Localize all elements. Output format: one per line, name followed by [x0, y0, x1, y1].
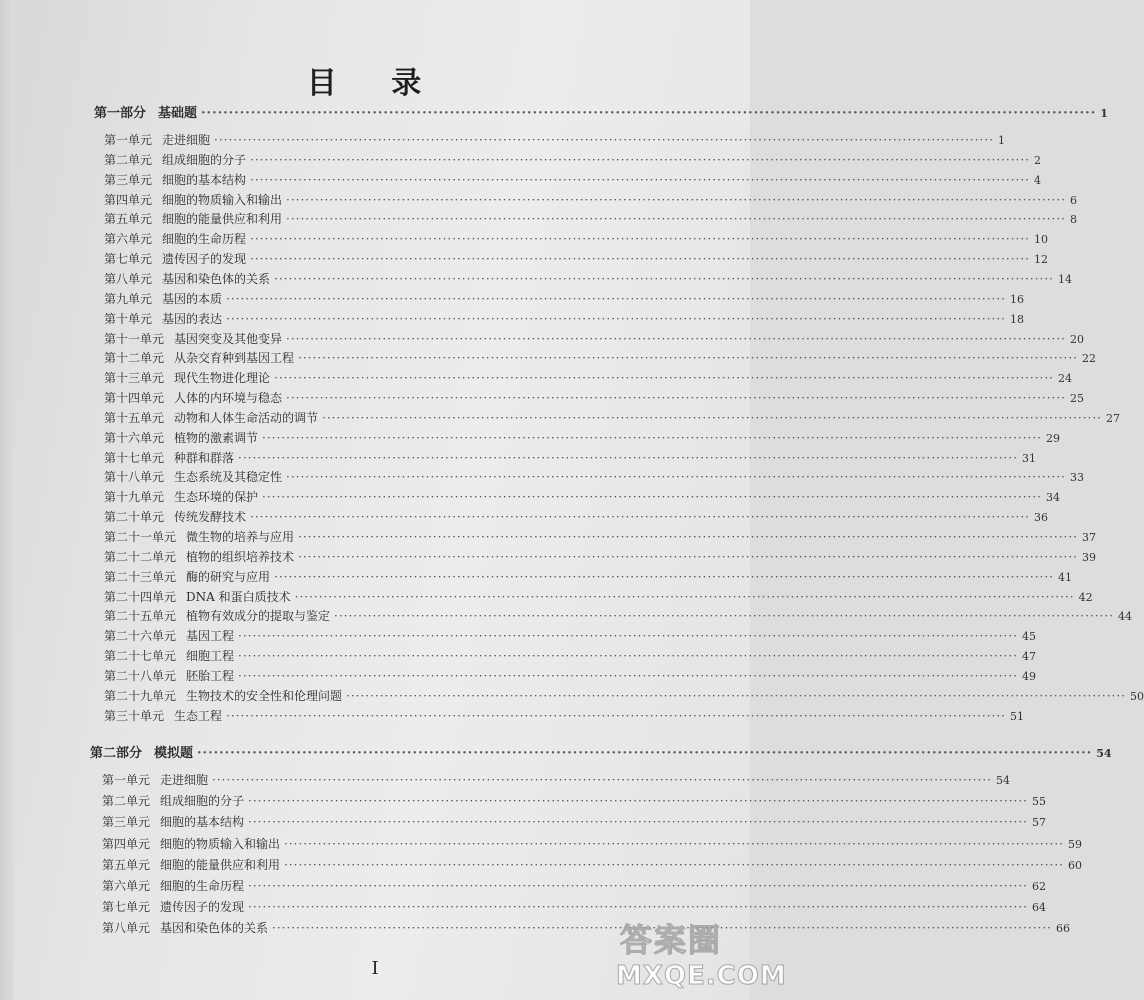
toc-page-number: 24: [1057, 372, 1072, 386]
toc-entry: [104, 686, 1144, 706]
toc-title: 细胞的基本结构: [162, 172, 247, 187]
toc-label: 第二十一单元: [104, 530, 177, 544]
toc-title: 生物技术的安全性和伦理问题: [186, 688, 343, 703]
toc-page-number: 50: [1129, 689, 1144, 703]
toc-title: 细胞工程: [186, 649, 235, 664]
toc-entry: [104, 606, 1132, 626]
toc-title: 动物和人体生命活动的调节: [174, 410, 319, 425]
toc-entry: [104, 329, 1084, 349]
toc-entry: [104, 587, 1093, 607]
dot-leader: [286, 388, 1066, 408]
dot-leader: [284, 834, 1064, 854]
toc-entry: [104, 567, 1072, 587]
dot-leader: [298, 547, 1078, 567]
toc-entry: [104, 170, 1041, 190]
toc-label: 第二十七单元: [104, 649, 177, 664]
toc-entry: [104, 527, 1096, 547]
toc-label: 第四单元: [104, 192, 153, 207]
dot-leader: [286, 329, 1066, 349]
toc-title: 细胞的物质输入和输出: [162, 192, 283, 207]
toc-entry: [102, 812, 1046, 832]
toc-page-number: 49: [1021, 669, 1036, 683]
dot-leader: [274, 368, 1054, 388]
toc-title: 模拟题: [154, 746, 194, 761]
toc-label: 第六单元: [104, 232, 153, 247]
toc-title: 细胞的能量供应和利用: [160, 857, 281, 872]
toc-title: 基础题: [158, 106, 198, 121]
toc-label: 第二十单元: [104, 510, 165, 525]
dot-leader: [298, 527, 1078, 547]
toc-page-number: 55: [1031, 795, 1046, 809]
dot-leader: [286, 209, 1066, 229]
toc-entry: [104, 229, 1048, 249]
dot-leader: [238, 448, 1018, 468]
dot-leader: [322, 408, 1102, 428]
toc-page-number: 31: [1021, 451, 1036, 465]
dot-leader: [201, 104, 1096, 124]
toc-entry: [104, 209, 1077, 229]
toc-title: DNA 和蛋白质技术: [186, 589, 291, 604]
toc-label: 第一单元: [102, 773, 151, 787]
toc-label: 第三十单元: [104, 708, 165, 723]
toc-entry: [102, 770, 1010, 790]
toc-entry: [104, 289, 1024, 309]
toc-page-number: 51: [1009, 709, 1024, 723]
dot-leader: [248, 791, 1028, 811]
toc-entry: [104, 368, 1072, 388]
toc-label: 第七单元: [102, 900, 151, 915]
toc-entry: [104, 507, 1048, 527]
toc-page-number: 20: [1069, 332, 1084, 346]
toc-entry: [104, 428, 1060, 448]
toc-label: 第二十三单元: [104, 569, 177, 584]
dot-leader: [274, 567, 1054, 587]
toc-page-number: 14: [1057, 272, 1072, 286]
toc-label: 第十一单元: [104, 331, 165, 346]
toc-entry: [104, 547, 1096, 567]
toc-title: 基因和染色体的关系: [162, 271, 271, 286]
dot-leader: [248, 876, 1028, 896]
toc-entry: [104, 706, 1024, 726]
toc-title: 胚胎工程: [186, 668, 235, 683]
toc-label: 第十四单元: [104, 391, 165, 406]
toc-label: 第一单元: [104, 133, 153, 147]
toc-page-number: 2: [1033, 153, 1041, 167]
toc-page-number: 10: [1033, 233, 1048, 247]
toc-page-number: 54: [1096, 747, 1112, 760]
toc-title: 细胞的生命历程: [162, 232, 247, 247]
toc-label: 第三单元: [102, 815, 151, 830]
toc-title: 走进细胞: [160, 773, 209, 787]
toc-title: 种群和群落: [174, 450, 235, 465]
toc-page-number: 16: [1009, 292, 1024, 306]
dot-leader: [250, 249, 1030, 269]
toc-label: 第十六单元: [104, 430, 165, 445]
toc-title: 组成细胞的分子: [160, 794, 245, 809]
dot-leader: [262, 428, 1042, 448]
toc-page-number: 12: [1033, 253, 1048, 267]
toc-title: 走进细胞: [162, 133, 211, 147]
toc-title: 遗传因子的发现: [162, 252, 247, 267]
toc-entry: [104, 309, 1024, 329]
toc-entry: [104, 626, 1036, 646]
dot-leader: [238, 646, 1018, 666]
toc-label: 第二十二单元: [104, 549, 177, 564]
dot-leader: [248, 812, 1028, 832]
toc-part-heading: [90, 744, 1112, 764]
toc-entry: [104, 348, 1096, 368]
toc-page-number: 42: [1078, 590, 1093, 604]
dot-leader: [238, 626, 1018, 646]
toc-label: 第四单元: [102, 836, 151, 851]
toc-entry: [104, 487, 1060, 507]
toc-entry: [104, 666, 1036, 686]
toc-page-number: 33: [1069, 471, 1084, 485]
dot-leader: [226, 706, 1006, 726]
dot-leader: [212, 770, 992, 790]
toc-title: 组成细胞的分子: [162, 152, 247, 167]
toc-title: 基因突变及其他变异: [174, 331, 283, 346]
toc-entry: [104, 150, 1041, 170]
toc-page-number: 18: [1009, 312, 1024, 326]
toc-page-number: 39: [1081, 550, 1096, 564]
toc-label: 第二十五单元: [104, 609, 177, 624]
dot-leader: [250, 170, 1030, 190]
toc-title: 遗传因子的发现: [160, 900, 245, 915]
watermark-bottom: MXQE.COM: [616, 961, 787, 991]
toc-title: 酶的研究与应用: [186, 569, 271, 584]
toc-title: 微生物的培养与应用: [186, 530, 295, 544]
toc-page-number: 47: [1021, 650, 1036, 664]
toc-title: 生态工程: [174, 708, 223, 723]
dot-leader: [250, 150, 1030, 170]
toc-title: 从杂交育种到基因工程: [174, 351, 295, 366]
dot-leader: [284, 855, 1064, 875]
toc-page-number: 37: [1081, 531, 1096, 544]
dot-leader: [238, 666, 1018, 686]
toc-label: 第二十九单元: [104, 688, 177, 703]
toc-page-number: 27: [1105, 411, 1120, 425]
toc-page-number: 64: [1031, 901, 1046, 915]
toc-title: 生态系统及其稳定性: [174, 470, 283, 485]
toc-page-number: 1: [997, 134, 1005, 147]
toc-label: 第二十六单元: [104, 629, 177, 644]
toc-entry: [104, 249, 1048, 269]
site-watermark: [612, 915, 787, 997]
toc-label: 第十二单元: [104, 351, 165, 366]
toc-entry: [102, 834, 1082, 854]
toc-title: 细胞的生命历程: [160, 879, 245, 893]
toc-title: 基因工程: [186, 629, 235, 644]
toc-label: 第七单元: [104, 252, 153, 267]
toc-page-number: 45: [1021, 630, 1036, 644]
dot-leader: [295, 587, 1075, 607]
toc-label: 第六单元: [102, 879, 151, 893]
toc-page-number: 41: [1057, 570, 1072, 584]
dot-leader: [250, 229, 1030, 249]
toc-page-number: 60: [1067, 858, 1082, 872]
toc-label: 第五单元: [104, 212, 153, 227]
toc-title: 细胞的能量供应和利用: [162, 212, 283, 227]
toc-label: 第二单元: [104, 152, 153, 167]
toc-label: 第三单元: [104, 172, 153, 187]
dot-leader: [262, 487, 1042, 507]
toc-title: 现代生物进化理论: [174, 371, 271, 386]
page-title: 目 录: [306, 66, 444, 101]
toc-label: 第二十八单元: [104, 668, 177, 683]
toc-entry: [104, 269, 1072, 289]
toc-title: 传统发酵技术: [174, 510, 247, 525]
toc-title: 生态环境的保护: [174, 490, 259, 505]
toc-page-number: 1: [1100, 107, 1108, 120]
toc-label: 第二部分: [90, 746, 143, 761]
watermark-top: 答案圈: [620, 921, 723, 959]
dot-leader: [286, 190, 1066, 210]
toc-title: 基因的表达: [162, 311, 223, 326]
toc-page-number: 25: [1069, 392, 1084, 406]
toc-page-number: 4: [1033, 173, 1041, 187]
toc-page-number: 6: [1069, 193, 1077, 207]
toc-part-heading: [94, 104, 1108, 124]
toc-label: 第一部分: [94, 106, 147, 121]
toc-label: 第九单元: [104, 291, 153, 306]
toc-title: 植物的激素调节: [174, 430, 259, 445]
toc-page-number: 66: [1055, 922, 1070, 936]
dot-leader: [286, 467, 1066, 487]
toc-label: 第十七单元: [104, 450, 165, 465]
toc-entry: [104, 467, 1084, 487]
toc-label: 第二十四单元: [104, 589, 177, 604]
toc-page-number: 62: [1031, 880, 1046, 893]
toc-label: 第十五单元: [104, 410, 165, 425]
toc-entry: [104, 388, 1084, 408]
toc-label: 第十八单元: [104, 470, 165, 485]
toc-page-number: 57: [1031, 816, 1046, 830]
toc-entry: [104, 130, 1005, 150]
toc-title: 基因的本质: [162, 291, 223, 306]
toc-title: 细胞的物质输入和输出: [160, 836, 281, 851]
toc-title: 植物有效成分的提取与鉴定: [186, 609, 331, 624]
toc-label: 第十三单元: [104, 371, 165, 386]
toc-entry: [104, 190, 1077, 210]
dot-leader: [226, 309, 1006, 329]
toc-label: 第二单元: [102, 794, 151, 809]
toc-page-number: 29: [1045, 431, 1060, 445]
toc-page-number: 44: [1117, 610, 1132, 624]
dot-leader: [197, 744, 1092, 764]
toc-label: 第十单元: [104, 311, 153, 326]
toc-page-number: 34: [1045, 491, 1060, 505]
toc-page-number: 22: [1081, 352, 1096, 366]
dot-leader: [334, 606, 1114, 626]
toc-page-number: 59: [1067, 837, 1082, 851]
toc-title: 植物的组织培养技术: [186, 549, 295, 564]
toc-entry: [104, 448, 1036, 468]
toc-title: 基因和染色体的关系: [160, 921, 269, 936]
toc-label: 第八单元: [102, 921, 151, 936]
toc-entry: [102, 855, 1082, 875]
toc-title: 细胞的基本结构: [160, 815, 245, 830]
toc-page-number: 54: [995, 774, 1010, 787]
toc-entry: [104, 408, 1120, 428]
toc-page-number: 36: [1033, 511, 1048, 525]
dot-leader: [214, 130, 994, 150]
toc-label: 第五单元: [102, 857, 151, 872]
toc-entry: [102, 791, 1046, 811]
dot-leader: [274, 269, 1054, 289]
dot-leader: [226, 289, 1006, 309]
footer-page-number: I: [371, 958, 379, 979]
toc-entry: [102, 876, 1046, 896]
toc-page-number: 8: [1069, 213, 1077, 227]
dot-leader: [346, 686, 1126, 706]
dot-leader: [250, 507, 1030, 527]
dot-leader: [298, 348, 1078, 368]
toc-label: 第十九单元: [104, 490, 165, 505]
toc-entry: [104, 646, 1036, 666]
toc-title: 人体的内环境与稳态: [174, 391, 283, 406]
toc-label: 第八单元: [104, 271, 153, 286]
